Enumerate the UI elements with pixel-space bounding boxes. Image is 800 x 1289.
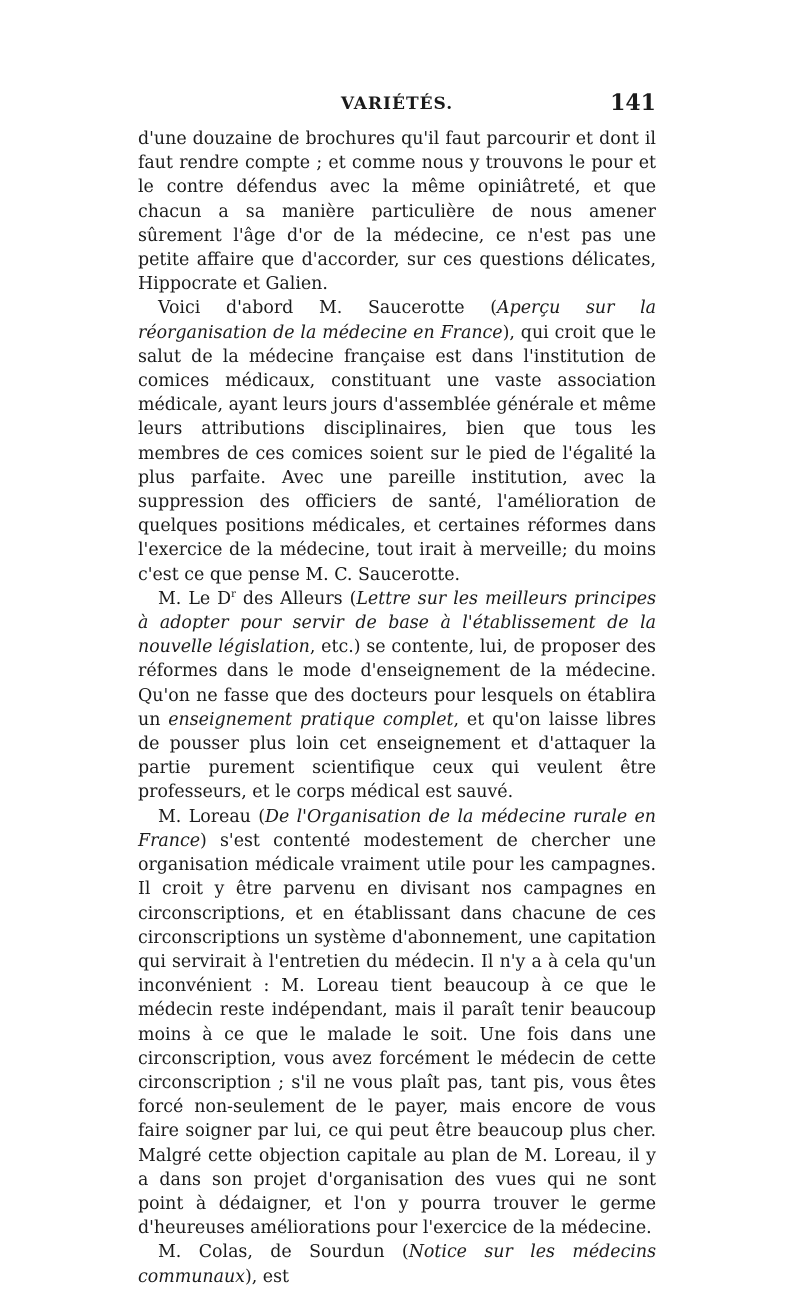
paragraph-5 bbox=[138, 1240, 656, 1288]
paragraph-2-title: Aperçu sur la réorganisation de la médecine en France bbox=[138, 298, 656, 343]
paragraph-3 bbox=[138, 587, 656, 805]
running-title: VARIÉTÉS. bbox=[340, 94, 454, 114]
paragraph-5-rest: ), est bbox=[244, 1266, 290, 1287]
paragraph-4 bbox=[138, 805, 656, 1241]
body-text bbox=[138, 127, 656, 1289]
paragraph-5-lead: M. Colas, de Sourdun ( bbox=[158, 1242, 409, 1263]
paragraph-1 bbox=[138, 127, 656, 296]
paragraph-3-sup: r bbox=[231, 589, 236, 601]
paragraph-4-lead: M. Loreau ( bbox=[158, 806, 266, 827]
paragraph-3-emph: enseignement pratique complet bbox=[168, 709, 454, 730]
paragraph-3-mid: , etc.) se contente, lui, de proposer des réformes dans le mode d'enseignement de la médecine. Qu'on ne fasse que des docteurs pour lesquels on établira un bbox=[138, 637, 656, 730]
paragraph-3-lead-b: des Alleurs ( bbox=[235, 588, 357, 609]
paragraph-4-title: De l'Organisation de la médecine rurale en France bbox=[138, 806, 656, 851]
paragraph-5-title: Notice sur les médecins communaux bbox=[138, 1242, 656, 1287]
paragraph-2-rest: ), qui croit que le salut de la médecine française est dans l'institution de comices médicaux, constituant une vaste association médicale, ayant leurs jours d'assemblée générale et même leurs attributions disciplinaires, bien que tous les membres de ces comices soient sur le pied de l'égalité la plus parfaite. Avec une pareille institution, avec la suppression des officiers de santé, l'amélioration de quelques positions médicales, et certaines réformes dans l'exercice de la médecine, tout irait à merveille; du moins c'est ce que pense M. C. Saucerotte. bbox=[138, 322, 656, 585]
paragraph-1-text: d'une douzaine de brochures qu'il faut parcourir et dont il faut rendre compte ; et comme nous y trouvons le pour et le contre défendus avec la même opiniâtreté, et que chacun a sa manière particulière de nous amener sûrement l'âge d'or de la médecine, ce n'est pas une petite affaire que d'accorder, sur ces questions délicates, Hippocrate et Galien. bbox=[138, 129, 656, 295]
paragraph-3-title: Lettre sur les meilleurs principes à adopter pour servir de base à l'établissement de la nouvelle législation bbox=[138, 588, 656, 658]
paragraph-2-lead: Voici d'abord M. Saucerotte ( bbox=[158, 298, 498, 319]
paragraph-4-rest: ) s'est contenté modestement de chercher une organisation médicale vraiment utile pour les campagnes. Il croit y être parvenu en divisant nos campagnes en circonscriptions, et en établissant dans chacune de ces circonscriptions un système d'abonnement, une capitation qui servirait à l'entretien du médecin. Il n'y a à cela qu'un inconvénient : M. Loreau tient beaucoup à ce que le médecin reste indépendant, mais il paraît tenir beaucoup moins à ce que le malade le soit. Une fois dans une circonscription, vous avez forcément le médecin de cette circonscription ; s'il ne vous plaît pas, tant pis, vous êtes forcé non-seulement de le payer, mais encore de vous faire soigner par lui, ce qui peut être beaucoup plus cher. Malgré cette objection capitale au plan de M. Loreau, il y a dans son projet d'organisation des vues qui ne sont point à dédaigner, et l'on y pourra trouver le germe d'heureuses améliorations pour l'exercice de la médecine. bbox=[138, 830, 656, 1239]
page-header bbox=[138, 90, 656, 124]
page-number: 141 bbox=[610, 90, 656, 116]
paragraph-3-rest: , et qu'on laisse libres de pousser plus loin cet enseignement et d'attaquer la partie purement scientifique ceux qui veulent être professeurs, et le corps médical est sauvé. bbox=[138, 709, 656, 803]
paragraph-3-lead-a: M. Le D bbox=[158, 588, 232, 609]
paragraph-2 bbox=[138, 296, 656, 586]
